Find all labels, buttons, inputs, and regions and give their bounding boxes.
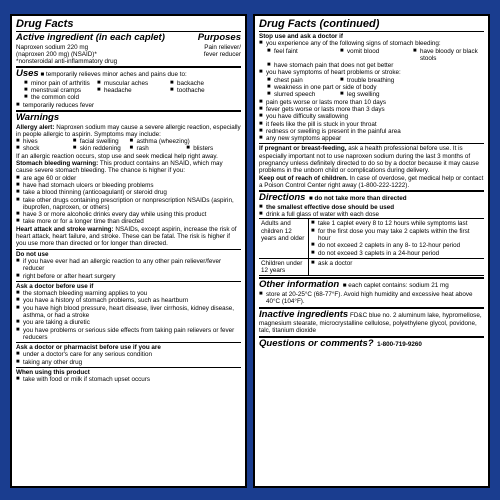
allergy-symptom: rash bbox=[136, 145, 149, 153]
stomach-text: This product contains an NSAID, which may cause severe stomach bleeding. The chance is higher if you: bbox=[16, 160, 223, 175]
use-item: menstrual cramps bbox=[31, 87, 82, 95]
bleeding-sign: have stomach pain that does not get better bbox=[274, 62, 394, 70]
heart-label: Heart attack and stroke warning: bbox=[16, 225, 114, 233]
active-ingredient-line1: Naproxen sodium 220 mg bbox=[16, 43, 89, 51]
stop-item: it feels like the pill is stuck in your throat bbox=[266, 120, 377, 128]
stomach-item: take more or for a longer time than directed bbox=[23, 218, 144, 226]
bleeding-sign: feel faint bbox=[274, 47, 298, 55]
stop-item: you have difficulty swallowing bbox=[266, 113, 349, 121]
adults-dosage-item: do not exceed 3 caplets in a 24-hour period bbox=[318, 249, 440, 257]
pregnancy-warning bbox=[259, 145, 484, 174]
ask-doctor-item: you are taking a diuretic bbox=[23, 319, 90, 327]
purposes-heading: Purposes bbox=[197, 32, 241, 43]
stomach-item: have had stomach ulcers or bleeding problems bbox=[23, 181, 154, 189]
uses-section: Uses ■ temporarily relieves minor aches and pains due to: bbox=[16, 68, 187, 80]
drug-facts-title: Drug Facts bbox=[16, 18, 74, 30]
purpose-line2: fever reducer bbox=[203, 50, 241, 58]
heart-sign: weakness in one part or side of body bbox=[274, 84, 377, 92]
uses-fever: temporarily reduces fever bbox=[23, 101, 95, 109]
stop-item: pain gets worse or lasts more than 10 days bbox=[266, 98, 387, 106]
allergy-symptom: facial swelling bbox=[79, 138, 119, 146]
allergy-symptom: skin reddening bbox=[79, 145, 121, 153]
directions-item: the smallest effective dose should be used bbox=[266, 203, 395, 211]
heart-sign: trouble breathing bbox=[347, 76, 395, 84]
stomach-item: take other drugs containing prescription or nonprescription NSAIDs (aspirin, ibuprofen, naproxen, or others) bbox=[23, 196, 234, 211]
other-information-section: Other information ■ each caplet contains: sodium 21 mg bbox=[259, 279, 449, 291]
questions-phone: 1-800-719-9260 bbox=[377, 340, 422, 348]
heart-sign: slurred speech bbox=[274, 91, 316, 99]
stomach-item: take a blood thinning (anticoagulant) or steroid drug bbox=[23, 189, 167, 197]
directions-heading: Directions bbox=[259, 192, 306, 204]
other-information-heading: Other information bbox=[259, 279, 340, 291]
inactive-ingredients-heading: Inactive ingredients bbox=[259, 308, 349, 320]
use-item: minor pain of arthritis bbox=[31, 79, 90, 87]
ask-doctor-item: the stomach bleeding warning applies to you bbox=[23, 290, 148, 298]
questions-heading: Questions or comments? bbox=[259, 337, 374, 349]
use-item: headache bbox=[104, 87, 132, 95]
directions-section: Directions ■ do not take more than directed bbox=[259, 192, 407, 204]
ask-doctor-item: you have high blood pressure, heart disease, liver cirrhosis, kidney disease, asthma, or had a stroke bbox=[23, 304, 235, 319]
adults-dosage-item: for the first dose you may take 2 caplets within the first hour bbox=[318, 227, 470, 242]
purpose-line1: Pain reliever/ bbox=[204, 43, 241, 51]
pregnancy-label: If pregnant or breast-feeding, bbox=[259, 145, 347, 153]
stop-intro: you experience any of the following signs of stomach bleeding: bbox=[266, 40, 441, 48]
allergy-symptom: shock bbox=[23, 145, 40, 153]
stomach-label: Stomach bleeding warning: bbox=[16, 160, 99, 168]
directions-item: do not take more than directed bbox=[314, 195, 407, 203]
questions-section bbox=[259, 339, 484, 350]
when-using-item: take with food or milk if stomach upset occurs bbox=[23, 376, 151, 384]
use-item: the common cold bbox=[31, 94, 79, 102]
use-item: backache bbox=[177, 79, 204, 87]
dosage-table bbox=[259, 218, 484, 276]
stomach-warning bbox=[16, 160, 241, 175]
allergy-after: If an allergic reaction occurs, stop use and seek medical help right away. bbox=[16, 152, 218, 160]
adults-dosage-item: do not exceed 2 caplets in any 8- to 12-hour period bbox=[318, 242, 461, 250]
do-not-use-heading: Do not use bbox=[16, 250, 49, 258]
heart-warning bbox=[16, 226, 241, 248]
ask-doctor-item: you have a history of stomach problems, such as heartburn bbox=[23, 297, 189, 305]
keep-label: Keep out of reach of children. bbox=[259, 174, 348, 182]
other-item: store at 20-25°C (68-77°F). Avoid high humidity and excessive heat above 40°C (104°F). bbox=[266, 290, 473, 306]
active-ingredient-line2: (naproxen 200 mg) (NSAID)* bbox=[16, 50, 97, 58]
heart-intro: you have symptoms of heart problems or stroke: bbox=[266, 69, 401, 77]
ask-doctor-heading: Ask a doctor before use if bbox=[16, 282, 94, 290]
heart-sign: leg swelling bbox=[347, 91, 380, 99]
allergy-alert bbox=[16, 124, 241, 139]
children-dosage: ■ ask a doctor bbox=[309, 259, 484, 277]
drug-facts-continued-title: Drug Facts (continued) bbox=[259, 18, 380, 30]
stop-item: redness or swelling is present in the painful area bbox=[266, 127, 401, 135]
children-dosage-item: ask a doctor bbox=[318, 259, 353, 267]
allergy-symptom: asthma (wheezing) bbox=[136, 138, 190, 146]
stop-use-heading: Stop use and ask a doctor if bbox=[259, 33, 343, 40]
allergy-text: Naproxen sodium may cause a severe allergic reaction, especially in people allergic to aspirin. Symptoms may include: bbox=[16, 123, 241, 138]
warnings-heading: Warnings bbox=[16, 112, 60, 124]
do-not-use-item: if you have ever had an allergic reaction to any other pain reliever/fever reducer bbox=[23, 257, 222, 273]
use-item: toothache bbox=[177, 87, 205, 95]
allergy-symptom: blisters bbox=[193, 145, 214, 153]
nsaid-footnote: *nonsteroidal anti-inflammatory drug bbox=[16, 58, 118, 66]
other-item: each caplet contains: sodium 21 mg bbox=[348, 282, 449, 290]
keep-out-of-reach bbox=[259, 175, 484, 190]
stomach-item: are age 60 or older bbox=[23, 174, 77, 182]
adults-dosage: ■ take 1 caplet every 8 to 12 hours while symptoms last ■ for the first dose you may take 2 caplets within the first hour ■ do not exceed 2 caplets in any 8- to 12-hour period ■ do not exceed 3 caplets in a 24-hour period bbox=[309, 219, 484, 258]
uses-intro: temporarily relieves minor aches and pains due to: bbox=[46, 71, 187, 79]
stop-item: any new symptoms appear bbox=[266, 135, 342, 143]
adults-label: Adults and children 12 years and older bbox=[259, 219, 309, 258]
drug-facts-panel-right: Drug Facts (continued) Stop use and ask a doctor if ■ you experience any of the following signs of stomach bleeding: ■ feel faint ■ vomit blood ■ have bloody or black stools ■ have stomach pain that does not get better ■ you have symptoms of heart problems or stroke: ■ chest pain ■ trouble breathing ■ weakness in one part or side of body ■ slurred speech ■ leg swelling ■ pain gets worse or lasts more than 10 days ■ fever gets worse or lasts more than 3 days ■ you have difficulty swallowing ■ it feels like the pill is stuck in your throat ■ redness or swelling is present in the painful area ■ any new symptoms appear If pregnant or breast-feeding, ask a health professional before use. It is especially important not to use naproxen sodium during the last 3 months of pregnancy unless definitely directed to do so by a doctor because it may cause problems in the unborn child or complications during delivery. Keep out of reach of children. In case of overdose, get medical help or contact a Poison Control Center right away (1-800-222-1222). Directions ■ do not take more than directed ■ the smallest effective dose should be used ■ drink a full glass of water with each dose Adults and children 12 years and older ■ take 1 caplet every 8 to 12 hours while symptoms last ■ for the first dose you may take 2 caplets within the first hour ■ do not exceed 2 caplets in any 8- to 12-hour period ■ do not exceed 3 caplets in a 24-hour period Children under 12 years ■ ask a doctor Other information ■ each caplet contains: sodium 21 mg ■ store at 20-25°C (68-77°F). Avoid high humidity and excessive heat above 40°C (104°F). Inactive ingredients FD&C blue no. 2 aluminum lake, hypromellose, magnesium stearate, microcrystalline cellulose, polyethylene glycol, povidone, talc, titanium dioxide Questions or comments? 1-800-719-9260 bbox=[253, 14, 490, 488]
stomach-item: have 3 or more alcoholic drinks every day while using this product bbox=[23, 211, 207, 219]
heart-sign: chest pain bbox=[274, 76, 303, 84]
uses-heading: Uses bbox=[16, 68, 39, 80]
stop-item: fever gets worse or lasts more than 3 days bbox=[266, 105, 385, 113]
active-ingredient-heading: Active ingredient (in each caplet) bbox=[16, 32, 165, 43]
when-using-heading: When using this product bbox=[16, 369, 90, 377]
adults-dosage-item: take 1 caplet every 8 to 12 hours while symptoms last bbox=[318, 220, 468, 228]
keep-text: In case of overdose, get medical help or contact a Poison Control Center right away (1-800-222-1222). bbox=[259, 174, 484, 189]
bleeding-sign: have bloody or black stools bbox=[420, 47, 478, 62]
ask-pharmacist-item: taking any other drug bbox=[23, 358, 83, 366]
directions-item: drink a full glass of water with each dose bbox=[266, 211, 380, 219]
do-not-use-item: right before or after heart surgery bbox=[23, 272, 116, 280]
bleeding-sign: vomit blood bbox=[347, 47, 380, 55]
use-item: muscular aches bbox=[104, 79, 149, 87]
ask-pharmacist-heading: Ask a doctor or pharmacist before use if you are bbox=[16, 344, 161, 352]
ask-pharmacist-item: under a doctor's care for any serious condition bbox=[23, 351, 152, 359]
inactive-ingredients-text: FD&C blue no. 2 aluminum lake, hypromellose, magnesium stearate, microcrystalline cellulose, polyethylene glycol, povidone, talc, titanium dioxide bbox=[259, 311, 482, 335]
heart-text: NSAIDs, except aspirin, increase the risk of heart attack, heart failure, and stroke. These can be fatal. The risk is higher if you use more than directed or for longer than directed. bbox=[16, 225, 237, 248]
children-label: Children under 12 years bbox=[259, 259, 309, 277]
pregnancy-text: ask a health professional before use. It is especially important not to use naproxen sodium during the last 3 months of pregnancy unless definitely directed to do so by a doctor because it may cause problems in the unborn child or complications during delivery. bbox=[259, 145, 479, 175]
ask-doctor-item: you have problems or serious side effects from taking pain relievers or fever reducers bbox=[23, 326, 235, 341]
inactive-ingredients-section bbox=[259, 310, 484, 335]
allergy-symptom: hives bbox=[23, 138, 38, 146]
drug-facts-panel-left: Drug Facts Active ingredient (in each caplet) Purposes Naproxen sodium 220 mg Pain reliever/ (naproxen 200 mg) (NSAID)* fever reducer *nonsteroidal anti-inflammatory drug Uses ■ temporarily relieves minor aches and pains due to: ■ minor pain of arthritis ■ muscular aches ■ backache ■ menstrual cramps ■ headache ■ toothache ■ the common cold ■ temporarily reduces fever Warnings Allergy alert: Naproxen sodium may cause a severe allergic reaction, especially in people allergic to aspirin. Symptoms may include: ■ hives ■ facial swelling ■ asthma (wheezing) ■ shock ■ skin reddening ■ rash ■ blisters If an allergic reaction occurs, stop use and seek medical help right away. Stomach bleeding warning: This product contains an NSAID, which may cause severe stomach bleeding. The chance is higher if you: ■ are age 60 or older ■ have had stomach ulcers or bleeding problems ■ take a blood thinning (anticoagulant) or steroid drug ■ take other drugs containing prescription or nonprescription NSAIDs (aspirin, ibuprofen, naproxen, or others) ■ have 3 or more alcoholic drinks every day while using this product ■ take more or for a longer time than directed Heart attack and stroke warning: NSAIDs, except aspirin, increase the risk of heart attack, heart failure, and stroke. These can be fatal. The risk is higher if you use more than directed or for longer than directed. Do not use ■ if you have ever had an allergic reaction to any other pain reliever/fever reducer ■ right before or after heart surgery Ask a doctor before use if ■ the stomach bleeding warning applies to you ■ you have a history of stomach problems, such as heartburn ■ you have high blood pressure, heart disease, liver cirrhosis, kidney disease, asthma, or had a stroke ■ you are taking a diuretic ■ you have problems or serious side effects from taking pain relievers or fever reducers Ask a doctor or pharmacist before use if you are ■ under a doctor's care for any serious condition ■ taking any other drug When using this product ■ take with food or milk if stomach upset occurs bbox=[10, 14, 247, 488]
allergy-label: Allergy alert: bbox=[16, 123, 55, 131]
